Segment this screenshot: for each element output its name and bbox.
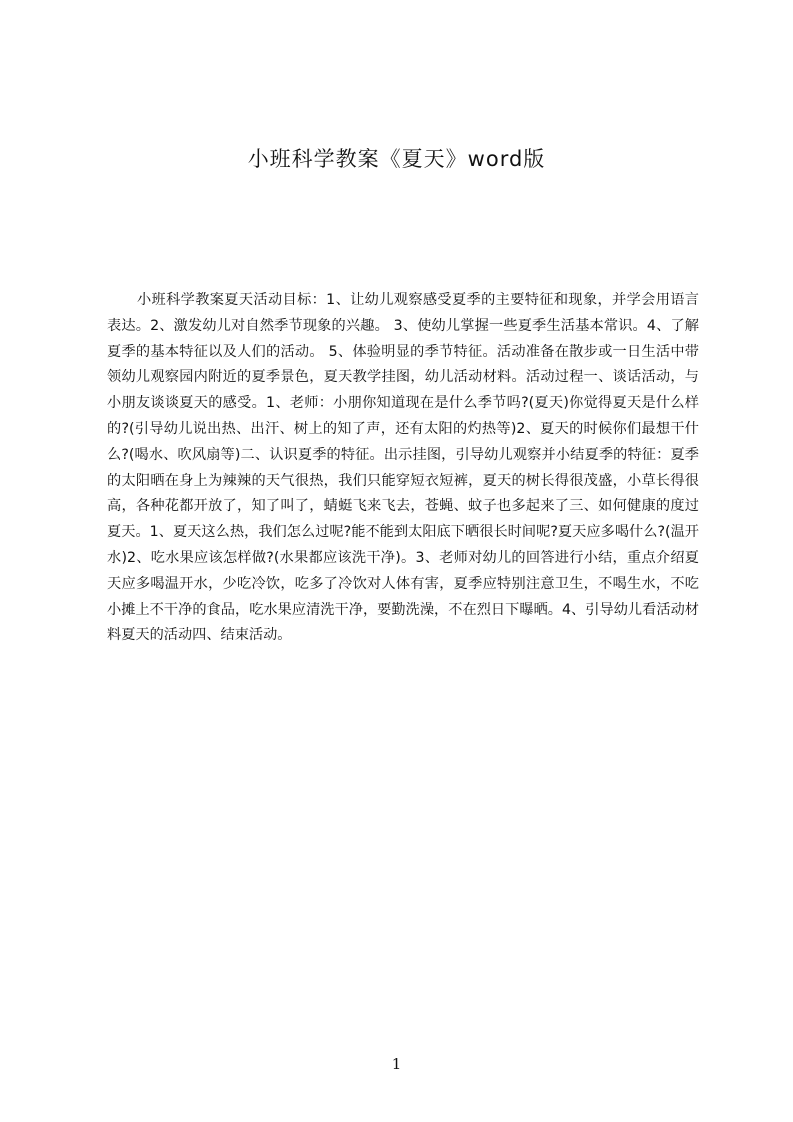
page-number: 1 (391, 1055, 402, 1073)
document-title: 小班科学教案《夏天》word版 (247, 147, 546, 171)
body-paragraph: 小班科学教案夏天活动目标：1、让幼儿观察感受夏季的主要特征和现象，并学会用语言表达。2、激发幼儿对自然季节现象的兴趣。 3、使幼儿掌握一些夏季生活基本常识。4、了解夏季的基本特征以及人们的活动。 5、体验明显的季节特征。活动准备在散步或一日生活中带领幼儿观察园内附近的夏季景色，夏天教学挂图，幼儿活动材料。活动过程一、谈话活动，与小朋友谈谈夏天的感受。1、老师：小朋你知道现在是什么季节吗?(夏天)你觉得夏天是什么样的?(引导幼儿说出热、出汗、树上的知了声，还有太阳的灼热等)2、夏天的时候你们最想干什么?(喝水、吹风扇等)二、认识夏季的特征。出示挂图，引导幼儿观察并小结夏季的特征：夏季的太阳晒在身上为辣辣的天气很热，我们只能穿短衣短裤，夏天的树长得很茂盛，小草长得很高，各种花都开放了，知了叫了，蜻蜓飞来飞去，苍蝇、蚊子也多起来了三、如何健康的度过夏天。1、夏天这么热，我们怎么过呢?能不能到太阳底下晒很长时间呢?夏天应多喝什么?(温开水)2、吃水果应该怎样做?(水果都应该洗干净)。3、老师对幼儿的回答进行小结，重点介绍夏天应多喝温开水，少吃冷饮，吃多了冷饮对人体有害，夏季应特别注意卫生，不喝生水，不吃小摊上不干净的食品，吃水果应清洗干净，要勤洗澡，不在烈日下曝晒。4、引导幼儿看活动材料夏天的活动四、结束活动。 (107, 292, 699, 644)
